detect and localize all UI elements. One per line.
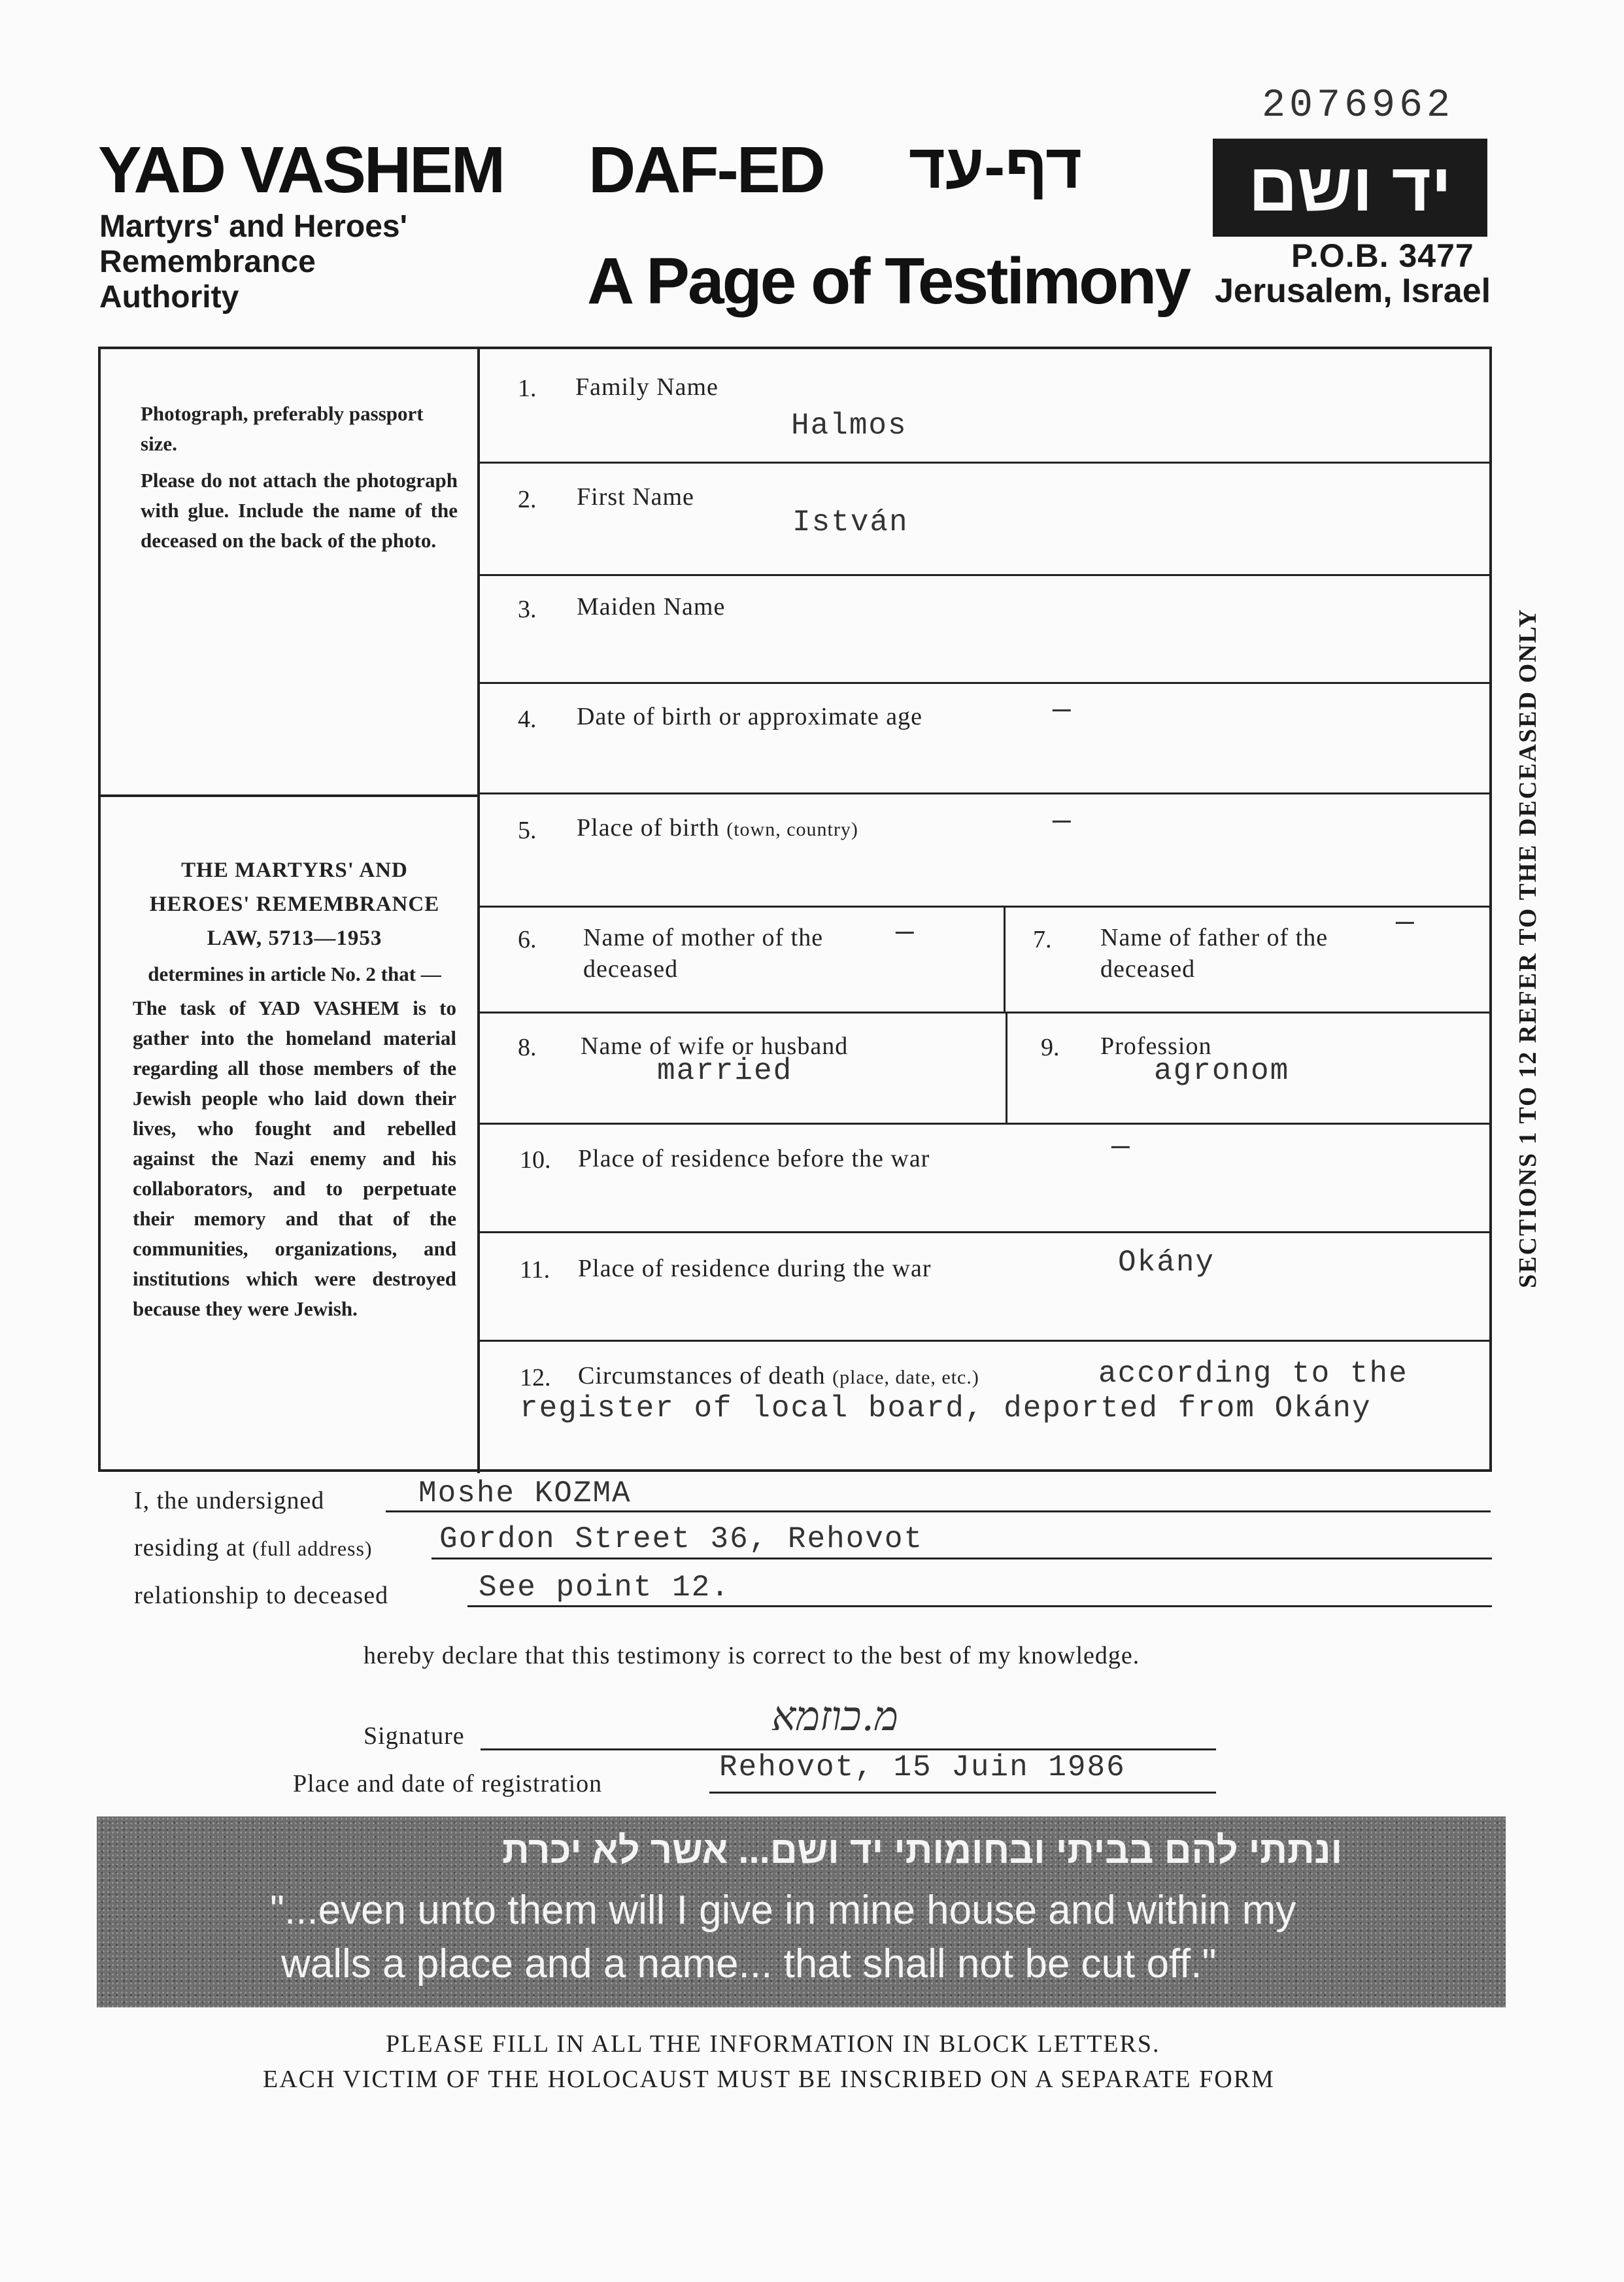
- residing-field[interactable]: Gordon Street 36, Rehovot: [439, 1522, 924, 1556]
- left-column-divider: [477, 347, 480, 1473]
- yad-vashem-logo: יד ושם: [1213, 139, 1487, 237]
- photo-note: Please do not attach the photograph with glue. Include the name of the deceased on the back of the photo.: [141, 469, 458, 552]
- residing-label: residing at (full address): [134, 1534, 373, 1561]
- side-note: SECTIONS 1 TO 12 REFER TO THE DECEASED ONLY: [1514, 608, 1542, 1288]
- undersigned-label: I, the undersigned: [134, 1487, 325, 1514]
- daf-ed-title: DAF-ED: [588, 133, 824, 207]
- death-circumstances-field-line1[interactable]: according to the: [1098, 1357, 1408, 1391]
- org-subtitle: Martyrs' and Heroes' Remembrance Authority: [99, 209, 407, 315]
- city: Jerusalem, Israel: [1215, 272, 1491, 310]
- daf-ed-hebrew: דף-עד: [909, 131, 1082, 201]
- first-name-field[interactable]: István: [792, 505, 909, 539]
- birth-place-field[interactable]: —: [1053, 804, 1072, 838]
- page-title: A Page of Testimony: [587, 245, 1189, 318]
- law-intro: determines in article No. 2 that —: [148, 962, 441, 985]
- law-box: [133, 853, 456, 1324]
- left-box-divider: [98, 794, 479, 797]
- mother-name-label: Name of mother of the deceased: [583, 924, 824, 983]
- maiden-name-label: Maiden Name: [577, 593, 726, 621]
- declaration-statement: hereby declare that this testimony is correct to the best of my knowledge.: [364, 1642, 1140, 1669]
- death-circumstances-field-line2[interactable]: register of local board, deported from Okány: [520, 1391, 1372, 1425]
- profession-field[interactable]: agronom: [1154, 1054, 1290, 1088]
- serial-number: 2076962: [1262, 84, 1455, 128]
- footer-instruction-2: EACH VICTIM OF THE HOLOCAUST MUST BE INSCRIBED ON A SEPARATE FORM: [263, 2066, 1275, 2093]
- father-name-field[interactable]: —: [1396, 906, 1415, 940]
- birth-date-label: Date of birth or approximate age: [577, 703, 922, 730]
- org-name: YAD VASHEM: [98, 133, 504, 207]
- signature-field[interactable]: מ.כוזמא: [771, 1692, 898, 1740]
- birth-date-field[interactable]: —: [1053, 693, 1072, 727]
- registration-label: Place and date of registration: [293, 1770, 603, 1797]
- first-name-label: First Name: [577, 483, 694, 511]
- law-text: The task of YAD VASHEM is to gather into the homeland material regarding all those members of the Jewish people who laid down their lives, who fought and rebelled against the Nazi enemy and his collaborators, and to perpetuate their memory and that of the communities, organizations, and institutions which were destroyed because they were Jewish.: [133, 996, 456, 1320]
- banner-hebrew: ונתתי להם בביתי ובחומותי יד ושם... אשר לא יכרת: [502, 1829, 1342, 1871]
- residence-before-field[interactable]: —: [1111, 1130, 1131, 1164]
- family-name-field[interactable]: Halmos: [791, 409, 907, 443]
- spouse-name-label: Name of wife or husband: [581, 1032, 849, 1060]
- residence-during-label: Place of residence during the war: [578, 1255, 932, 1282]
- undersigned-field[interactable]: Moshe KOZMA: [418, 1476, 632, 1510]
- residence-before-label: Place of residence before the war: [578, 1145, 930, 1172]
- death-circumstances-label: Circumstances of death (place, date, etc.): [578, 1362, 979, 1389]
- residence-during-field[interactable]: Okány: [1118, 1246, 1215, 1280]
- registration-field[interactable]: Rehovot, 15 Juin 1986: [719, 1750, 1126, 1784]
- footer-instruction-1: PLEASE FILL IN ALL THE INFORMATION IN BLOCK LETTERS.: [386, 2030, 1160, 2058]
- relationship-label: relationship to deceased: [134, 1582, 389, 1609]
- signature-label: Signature: [364, 1722, 465, 1750]
- father-name-label: Name of father of the deceased: [1100, 924, 1328, 983]
- profession-label: Profession: [1100, 1032, 1212, 1060]
- mother-name-field[interactable]: —: [896, 915, 915, 949]
- photo-instructions: [141, 399, 458, 556]
- scripture-banner: [97, 1816, 1506, 2007]
- law-heading: THE MARTYRS' AND HEROES' REMEMBRANCE LAW, 5713—1953: [149, 859, 440, 950]
- pob: P.O.B. 3477: [1291, 237, 1474, 274]
- birth-place-label: Place of birth (town, country): [577, 814, 858, 842]
- family-name-label: Family Name: [575, 373, 719, 401]
- banner-line1: "...even unto them will I give in mine house and within my: [270, 1888, 1296, 1933]
- relationship-field[interactable]: See point 12.: [479, 1571, 730, 1605]
- banner-line2: walls a place and a name... that shall not be cut off.": [281, 1941, 1217, 1986]
- photo-title: Photograph, preferably passport size.: [141, 402, 424, 455]
- spouse-name-field[interactable]: married: [657, 1054, 793, 1088]
